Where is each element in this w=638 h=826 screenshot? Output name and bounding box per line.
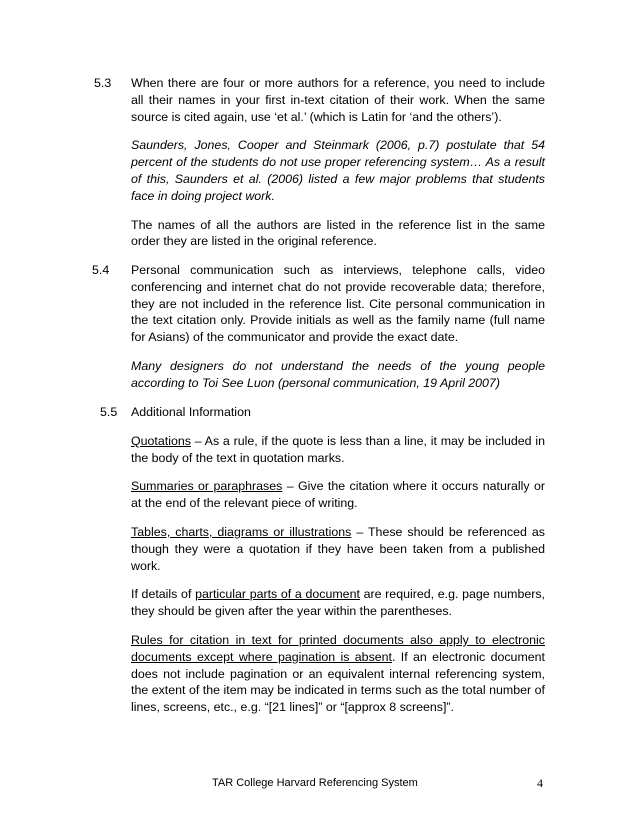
item-term: particular parts of a document <box>195 587 360 602</box>
paragraph-details <box>131 586 545 620</box>
example-citation: Saunders, Jones, Cooper and Steinmark (2006, p.7) postulate that 54 percent of the students do not use proper referencing system… As a result of this, Saunders et al. (2006) listed a few major problems that students face in doing project work. <box>131 138 545 203</box>
paragraph: When there are four or more authors for a reference, you need to include all their names in your first in-text citation of their work. When the same source is cited again, use ‘et al.’ (which is Latin for ‘and the others’). <box>131 76 545 124</box>
example-citation: Many designers do not understand the needs of the young people according to Toi See Luon (personal communication, 19 April 2007) <box>131 358 545 390</box>
page-number: 4 <box>537 776 543 790</box>
section-number: 5.3 <box>94 76 112 90</box>
item-text: – These should be referenced as though they were a quotation if they have been taken from a published work. <box>131 524 545 573</box>
section-body <box>131 262 545 392</box>
item-text: – As a rule, if the quote is less than a line, it may be included in the body of the text in quotation marks. <box>131 433 545 465</box>
section-number: 5.4 <box>92 263 110 277</box>
section-number: 5.5 <box>100 405 118 419</box>
item-term: Quotations <box>131 433 191 448</box>
item-term: Tables, charts, diagrams or illustrations <box>131 524 352 539</box>
text-run: are required, e.g. page numbers, they should be given after the year within the parentheses. <box>131 587 545 619</box>
section-title: Additional Information <box>131 405 251 419</box>
section-body <box>131 75 545 250</box>
paragraph-rules <box>131 632 545 716</box>
item-tables <box>131 524 545 574</box>
item-summaries <box>131 478 545 512</box>
paragraph: The names of all the authors are listed in the reference list in the same order they are listed in the original reference. <box>131 217 545 249</box>
text-run: . If an electronic document does not include pagination or an equivalent internal referencing system, the extent of the item may be indicated in terms such as the total number of lines, screens, etc., e.g. “[21 lines]” or “[approx 8 screens]”. <box>131 649 545 715</box>
text-run: If details of <box>131 587 196 602</box>
paragraph: Personal communication such as interviews, telephone calls, video conferencing and internet chat do not provide recoverable data; therefore, they are not included in the reference list. Cite personal communication in the text citation only. Provide initials as well as the family name (full name for Asians) of the communicator and provide the exact date. <box>131 263 545 345</box>
section-body <box>131 404 545 716</box>
item-text: – Give the citation where it occurs naturally or at the end of the relevant piece of writing. <box>131 479 545 511</box>
item-quotations <box>131 433 545 467</box>
item-term: Summaries or paraphrases <box>131 479 283 494</box>
item-term: Rules for citation in text for printed documents also apply to electronic documents except where pagination is absent <box>131 632 545 664</box>
footer-text: TAR College Harvard Referencing System <box>212 777 418 789</box>
